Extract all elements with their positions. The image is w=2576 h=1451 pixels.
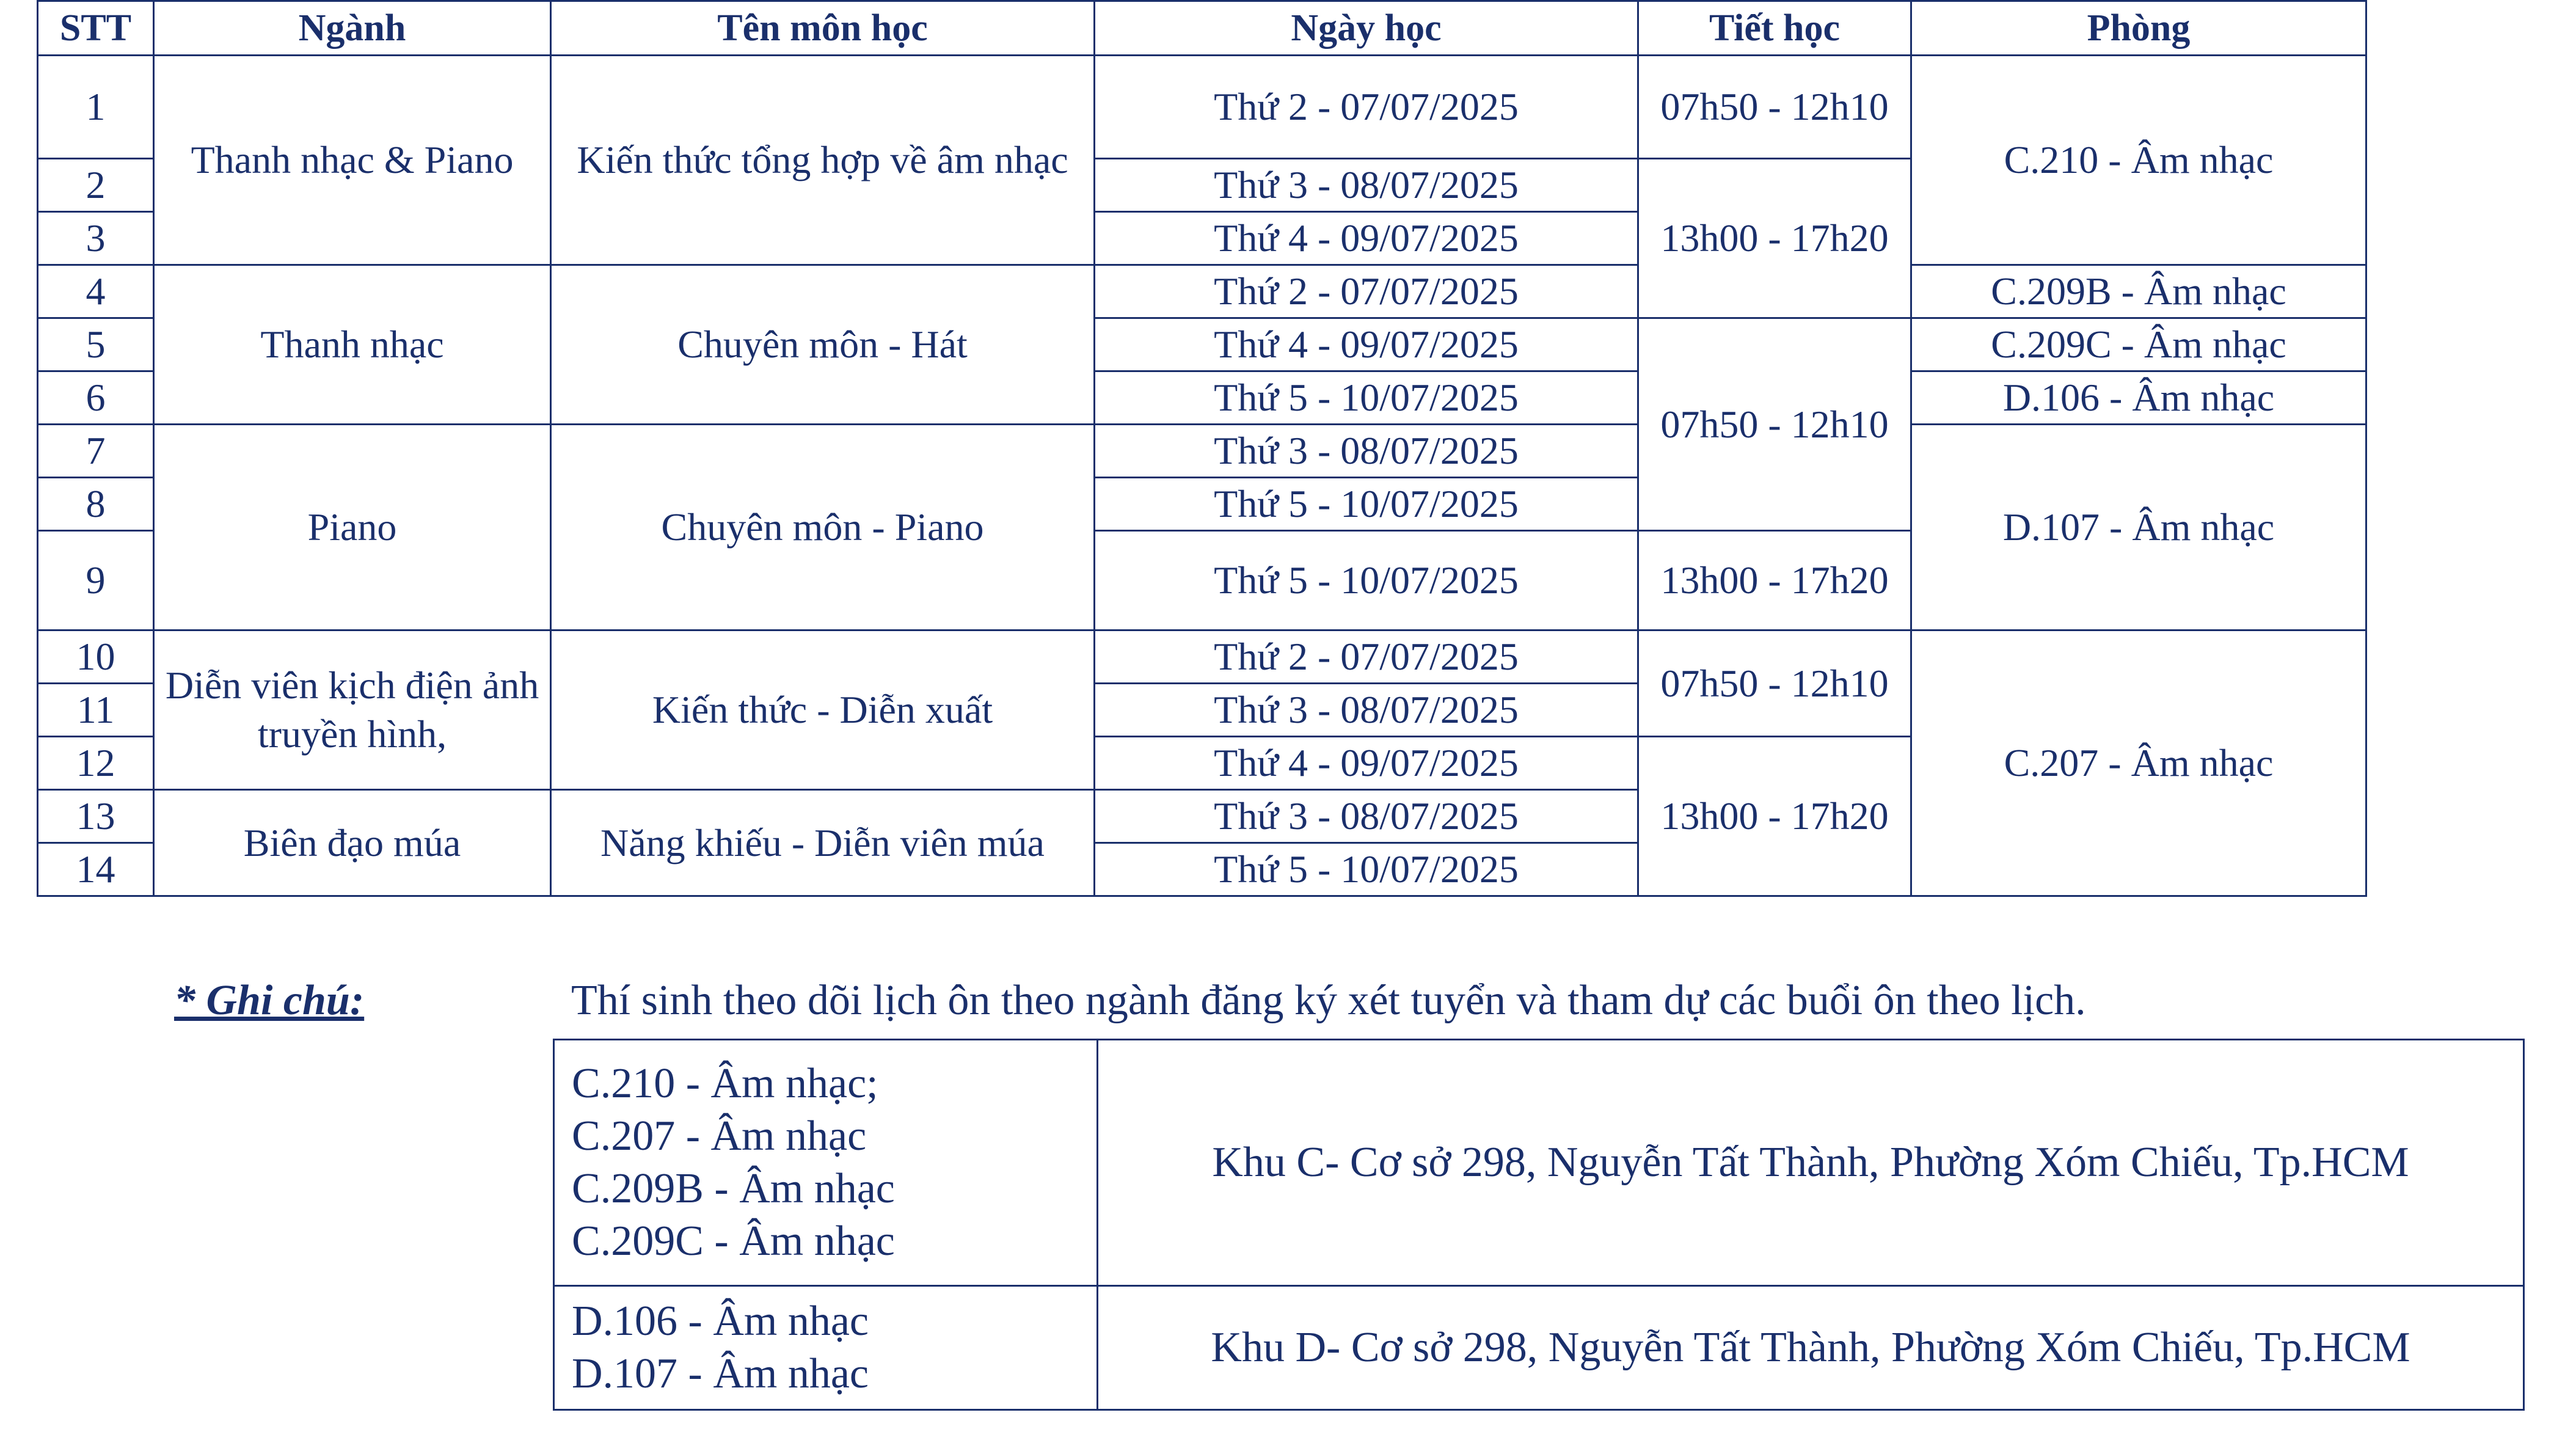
tiet-hoc-cell: 13h00 - 17h20 [1638, 159, 1911, 318]
location-row [554, 1040, 2524, 1286]
stt-cell: 7 [38, 425, 154, 478]
ngay-hoc-cell: Thứ 3 - 08/07/2025 [1095, 684, 1638, 737]
schedule-table [37, 0, 2367, 897]
ngay-hoc-cell: Thứ 4 - 09/07/2025 [1095, 318, 1638, 371]
mon-hoc-cell: Kiến thức tổng hợp về âm nhạc [551, 56, 1095, 265]
stt-cell: 1 [38, 56, 154, 159]
room-line: C.209B - Âm nhạc [572, 1165, 895, 1212]
stt-cell: 14 [38, 843, 154, 896]
phong-cell: C.207 - Âm nhạc [1911, 630, 2366, 896]
stt-cell: 12 [38, 737, 154, 790]
nganh-cell: Diễn viên kịch điện ảnh truyền hình, [154, 630, 551, 790]
room-line: C.210 - Âm nhạc; [572, 1060, 878, 1107]
tiet-hoc-cell: 13h00 - 17h20 [1638, 737, 1911, 896]
table-row [38, 265, 2366, 318]
nganh-cell: Piano [154, 425, 551, 630]
ngay-hoc-cell: Thứ 5 - 10/07/2025 [1095, 843, 1638, 896]
tiet-hoc-cell: 07h50 - 12h10 [1638, 630, 1911, 737]
mon-hoc-cell: Kiến thức - Diễn xuất [551, 630, 1095, 790]
tiet-hoc-cell: 07h50 - 12h10 [1638, 318, 1911, 531]
header-stt: STT [38, 1, 154, 56]
stt-cell: 8 [38, 478, 154, 531]
nganh-cell: Biên đạo múa [154, 790, 551, 896]
nganh-cell: Thanh nhạc & Piano [154, 56, 551, 265]
stt-cell: 13 [38, 790, 154, 843]
rooms-cell [554, 1040, 1098, 1286]
header-tiet-hoc: Tiết học [1638, 1, 1911, 56]
ngay-hoc-cell: Thứ 2 - 07/07/2025 [1095, 630, 1638, 684]
stt-cell: 11 [38, 684, 154, 737]
ngay-hoc-cell: Thứ 3 - 08/07/2025 [1095, 425, 1638, 478]
header-nganh: Ngành [154, 1, 551, 56]
note-text: Thí sinh theo dõi lịch ôn theo ngành đăng ký xét tuyển và tham dự các buổi ôn theo lịch. [571, 977, 2086, 1024]
phong-cell: D.107 - Âm nhạc [1911, 425, 2366, 630]
stt-cell: 2 [38, 159, 154, 212]
phong-cell: C.209C - Âm nhạc [1911, 318, 2366, 371]
stt-cell: 4 [38, 265, 154, 318]
stt-cell: 9 [38, 531, 154, 630]
ngay-hoc-cell: Thứ 5 - 10/07/2025 [1095, 478, 1638, 531]
table-header-row [38, 1, 2366, 56]
ngay-hoc-cell: Thứ 3 - 08/07/2025 [1095, 790, 1638, 843]
table-row [38, 56, 2366, 159]
room-line: D.106 - Âm nhạc [572, 1298, 869, 1345]
ngay-hoc-cell: Thứ 2 - 07/07/2025 [1095, 56, 1638, 159]
tiet-hoc-cell: 07h50 - 12h10 [1638, 56, 1911, 159]
room-line: D.107 - Âm nhạc [572, 1350, 869, 1397]
header-phong: Phòng [1911, 1, 2366, 56]
tiet-hoc-cell: 13h00 - 17h20 [1638, 531, 1911, 630]
ngay-hoc-cell: Thứ 3 - 08/07/2025 [1095, 159, 1638, 212]
room-line: C.209C - Âm nhạc [572, 1218, 895, 1265]
header-ngay-hoc: Ngày học [1095, 1, 1638, 56]
mon-hoc-cell: Chuyên môn - Piano [551, 425, 1095, 630]
phong-cell: D.106 - Âm nhạc [1911, 371, 2366, 425]
stt-cell: 6 [38, 371, 154, 425]
address-cell: Khu D- Cơ sở 298, Nguyễn Tất Thành, Phường Xóm Chiếu, Tp.HCM [1098, 1286, 2524, 1410]
phong-cell: C.209B - Âm nhạc [1911, 265, 2366, 318]
stt-cell: 3 [38, 212, 154, 265]
address-cell: Khu C- Cơ sở 298, Nguyễn Tất Thành, Phường Xóm Chiếu, Tp.HCM [1098, 1040, 2524, 1286]
ngay-hoc-cell: Thứ 5 - 10/07/2025 [1095, 531, 1638, 630]
ngay-hoc-cell: Thứ 4 - 09/07/2025 [1095, 737, 1638, 790]
header-mon-hoc: Tên môn học [551, 1, 1095, 56]
location-row [554, 1286, 2524, 1410]
table-row [38, 630, 2366, 684]
ngay-hoc-cell: Thứ 2 - 07/07/2025 [1095, 265, 1638, 318]
ngay-hoc-cell: Thứ 4 - 09/07/2025 [1095, 212, 1638, 265]
nganh-cell: Thanh nhạc [154, 265, 551, 425]
rooms-cell [554, 1286, 1098, 1410]
mon-hoc-cell: Chuyên môn - Hát [551, 265, 1095, 425]
phong-cell: C.210 - Âm nhạc [1911, 56, 2366, 265]
room-line: C.207 - Âm nhạc [572, 1113, 867, 1160]
note-label: * Ghi chú: [174, 977, 365, 1024]
ngay-hoc-cell: Thứ 5 - 10/07/2025 [1095, 371, 1638, 425]
mon-hoc-cell: Năng khiếu - Diễn viên múa [551, 790, 1095, 896]
table-row [38, 425, 2366, 478]
stt-cell: 5 [38, 318, 154, 371]
location-table [553, 1039, 2525, 1411]
stt-cell: 10 [38, 630, 154, 684]
